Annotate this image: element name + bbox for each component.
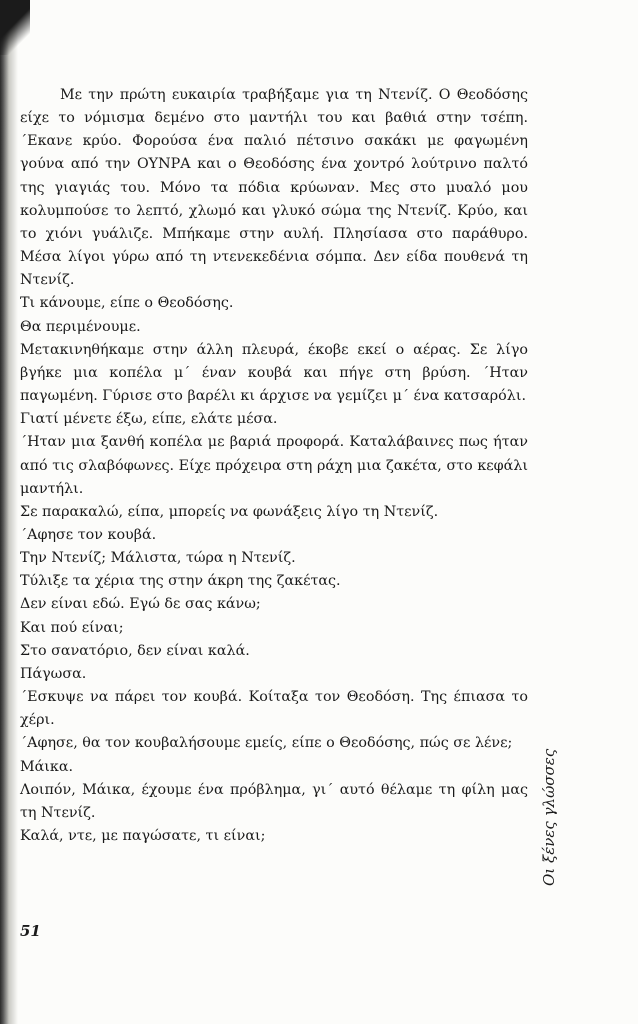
paragraph: Τύλιξε τα χέρια της στην άκρη της ζακέτας. bbox=[20, 573, 341, 590]
paragraph: Μάικα. bbox=[20, 758, 74, 775]
running-head: Οι ξένες γλώσσες bbox=[540, 748, 558, 886]
paragraph: Γιατί μένετε έξω, είπε, ελάτε μέσα. bbox=[20, 411, 278, 428]
paragraph: Τι κάνουμε, είπε ο Θεοδόσης. bbox=[20, 295, 234, 312]
paragraph: Καλά, ντε, με παγώσατε, τι είναι; bbox=[20, 828, 266, 844]
paragraph: Στο σανατόριο, δεν είναι καλά. bbox=[20, 642, 250, 659]
paragraph bbox=[20, 84, 528, 292]
paragraph: ΄Ηταν μια ξανθή κοπέλα με βαριά προφορά. Καταλάβαινες πως ήταν από τις σλαβόφωνες. Είχε πρόχειρα στη ράχη μια ζακέτα, στο κεφάλι μαντήλι. bbox=[20, 434, 528, 497]
paragraph: Σε παρακαλώ, είπα, μπορείς να φωνάξεις λίγο τη Ντενίζ. bbox=[20, 503, 439, 520]
body-text bbox=[20, 84, 528, 848]
paragraph: Την Ντενίζ; Μάλιστα, τώρα η Ντενίζ. bbox=[20, 550, 296, 567]
paragraph: Θα περιμένουμε. bbox=[20, 318, 141, 335]
paragraph: Πάγωσα. bbox=[20, 665, 87, 682]
paragraph: ΄Αφησε τον κουβά. bbox=[20, 526, 157, 543]
paragraph: Λοιπόν, Μάικα, έχουμε ένα πρόβλημα, γι΄ αυτό θέλαμε τη φίλη μας τη Ντενίζ. bbox=[20, 781, 528, 821]
paragraph: ΄Εσκυψε να πάρει τον κουβά. Κοίταξα τον Θεοδόση. Της έπιασα το χέρι. bbox=[20, 689, 528, 729]
paragraph: ΄Αφησε, θα τον κουβαλήσουμε εμείς, είπε ο Θεοδόσης, πώς σε λένε; bbox=[20, 735, 513, 752]
page-number: 51 bbox=[20, 922, 41, 940]
paragraph: Και πού είναι; bbox=[20, 619, 124, 636]
scan-corner-shadow bbox=[0, 0, 30, 55]
paragraph: Δεν είναι εδώ. Εγώ δε σας κάνω; bbox=[20, 596, 261, 613]
paragraph-text: Με την πρώτη ευκαιρία τραβήξαμε για τη Ντενίζ. Ο Θεοδόσης είχε το νόμισμα δεμένο στο μαντήλι του και βαθιά στην τσέπη. ΄Εκανε κρύο. Φορούσα ένα παλιό πέτσινο σακάκι με φαγωμένη γούνα από την ΟΥΝΡΑ και ο Θεοδόσης ένα χοντρό λούτρινο παλτό της γιαγιάς του. Μόνο τα πόδια κρύωναν. Μες στο μυαλό μου κολυμπούσε το λεπτό, χλωμό και γλυκό σώμα της Ντενίζ. Κρύο, και το χιόνι γυάλιζε. Μπήκαμε στην αυλή. Πλησίασα στο παράθυρο. Μέσα λίγοι γύρω από τη ντενεκεδένια σόμπα. Δεν είδα πουθενά τη Ντενίζ. bbox=[20, 87, 528, 289]
paragraph: Μετακινηθήκαμε στην άλλη πλευρά, έκοβε εκεί ο αέρας. Σε λίγο βγήκε μια κοπέλα μ΄ έναν κουβά και πήγε στη βρύση. ΄Ηταν παγωμένη. Γύρισε στο βαρέλι κι άρχισε να γεμίζει μ΄ ένα κατσαρόλι. bbox=[20, 341, 528, 405]
page-binding-edge bbox=[0, 0, 18, 1024]
